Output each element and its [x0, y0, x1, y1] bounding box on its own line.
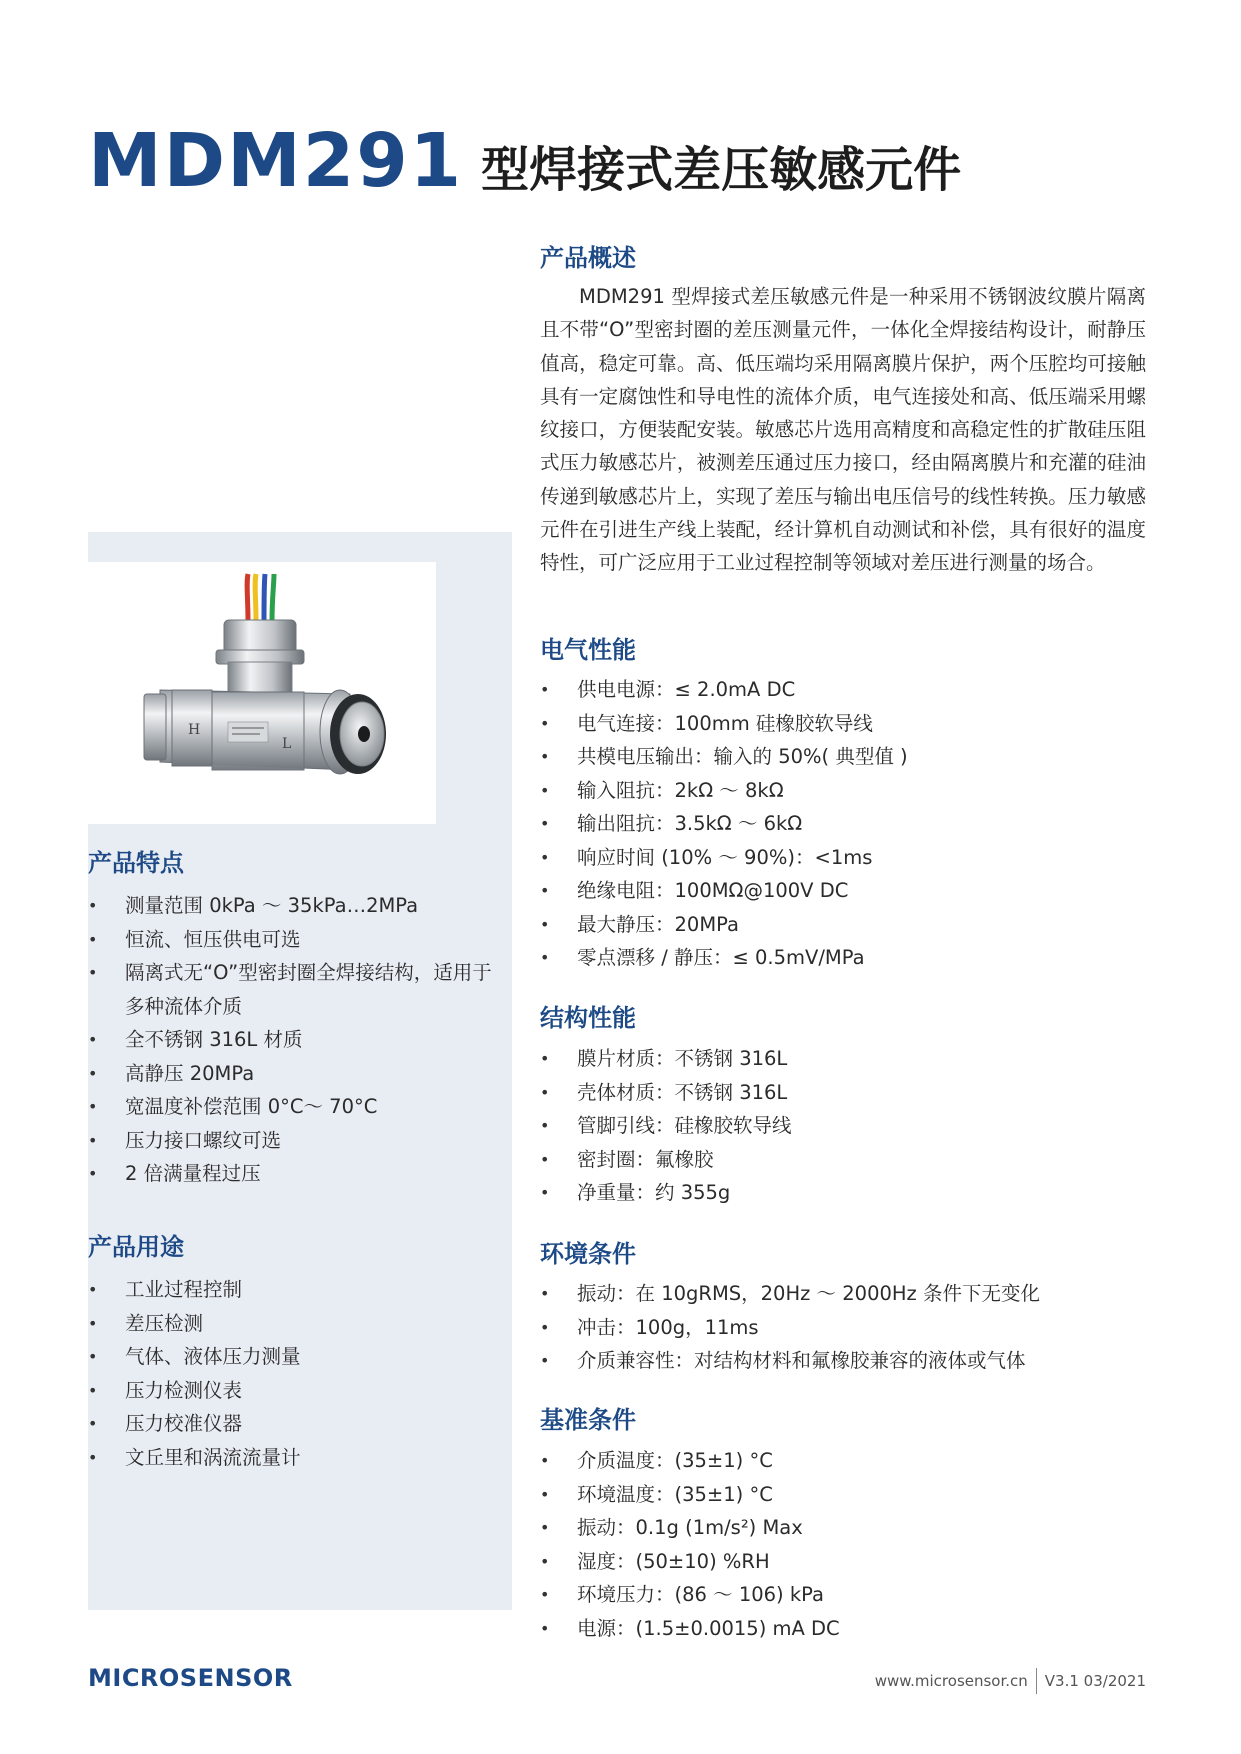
environment-item: • 冲击：100g，11ms — [540, 1311, 1146, 1345]
structure-item: • 密封圈：氟橡胶 — [540, 1143, 1146, 1177]
features-item: • 高静压 20MPa — [88, 1057, 498, 1091]
features-list — [88, 889, 498, 1191]
reference-heading: 基准条件 — [540, 1406, 636, 1434]
reference-list — [540, 1444, 1146, 1645]
electrical-item: • 电气连接：100mm 硅橡胶软导线 — [540, 707, 1146, 741]
overview-paragraph: MDM291 型焊接式差压敏感元件是一种采用不锈钢波纹膜片隔离且不带“O”型密封圈的差压测量元件，一体化全焊接结构设计，耐静压值高，稳定可靠。高、低压端均采用隔离膜片保护，两个压腔均可接触具有一定腐蚀性和导电性的流体介质，电气连接处和高、低压端采用螺纹接口，方便装配安装。敏感芯片选用高精度和高稳定性的扩散硅压阻式压力敏感芯片，被测差压通过压力接口，经由隔离膜片和充灌的硅油传递到敏感芯片上，实现了差压与输出电压信号的线性转换。压力敏感元件在引进生产线上装配，经计算机自动测试和补偿，具有很好的温度特性，可广泛应用于工业过程控制等领域对差压进行测量的场合。 — [540, 285, 1146, 575]
electrical-item: • 零点漂移 / 静压：≤ 0.5mV/MPa — [540, 941, 1146, 975]
applications-list — [88, 1273, 498, 1474]
footer-info — [875, 1668, 1146, 1694]
environment-item: • 振动：在 10gRMS，20Hz ～ 2000Hz 条件下无变化 — [540, 1277, 1146, 1311]
reference-item: • 振动：0.1g (1m/s²) Max — [540, 1511, 1146, 1545]
reference-item: • 环境温度：(35±1) °C — [540, 1478, 1146, 1512]
features-item: • 隔离式无“O”型密封圈全焊接结构，适用于多种流体介质 — [88, 956, 498, 1023]
features-item: • 测量范围 0kPa ～ 35kPa…2MPa — [88, 889, 498, 923]
applications-heading: 产品用途 — [88, 1233, 184, 1261]
features-item: • 恒流、恒压供电可选 — [88, 923, 498, 957]
environment-list — [540, 1277, 1146, 1378]
electrical-item: • 输出阻抗：3.5kΩ ～ 6kΩ — [540, 807, 1146, 841]
sensor-body — [144, 690, 350, 770]
applications-item: • 压力检测仪表 — [88, 1374, 498, 1408]
footer-divider — [1036, 1668, 1037, 1694]
overview-heading: 产品概述 — [540, 244, 636, 272]
applications-item: • 文丘里和涡流流量计 — [88, 1441, 498, 1475]
product-photo — [88, 562, 436, 824]
features-item: • 2 倍满量程过压 — [88, 1157, 498, 1191]
structure-item: • 净重量：约 355g — [540, 1176, 1146, 1210]
product-name: 型焊接式差压敏感元件 — [481, 142, 962, 198]
reference-item: • 电源：(1.5±0.0015) mA DC — [540, 1612, 1146, 1646]
electrical-item: • 响应时间 (10% ～ 90%)：<1ms — [540, 841, 1146, 875]
model-number: MDM291 — [88, 118, 464, 204]
top-fitting — [216, 620, 304, 692]
applications-item: • 工业过程控制 — [88, 1273, 498, 1307]
applications-item: • 气体、液体压力测量 — [88, 1340, 498, 1374]
environment-item: • 介质兼容性：对结构材料和氟橡胶兼容的液体或气体 — [540, 1344, 1146, 1378]
environment-heading: 环境条件 — [540, 1240, 636, 1268]
features-item: • 压力接口螺纹可选 — [88, 1124, 498, 1158]
brand-logo: MICROSENSOR — [88, 1664, 293, 1692]
electrical-list — [540, 673, 1146, 975]
structure-list — [540, 1042, 1146, 1210]
applications-item: • 差压检测 — [88, 1307, 498, 1341]
reference-item: • 介质温度：(35±1) °C — [540, 1444, 1146, 1478]
electrical-item: • 绝缘电阻：100MΩ@100V DC — [540, 874, 1146, 908]
electrical-item: • 最大静压：20MPa — [540, 908, 1146, 942]
electrical-item: • 供电电源：≤ 2.0mA DC — [540, 673, 1146, 707]
high-port-label: H — [188, 722, 201, 738]
features-item: • 宽温度补偿范围 0°C～ 70°C — [88, 1090, 498, 1124]
features-item: • 全不锈钢 316L 材质 — [88, 1023, 498, 1057]
reference-item: • 环境压力：(86 ～ 106) kPa — [540, 1578, 1146, 1612]
structure-heading: 结构性能 — [540, 1004, 636, 1032]
electrical-item: • 共模电压输出：输入的 50%( 典型值 ) — [540, 740, 1146, 774]
page-title — [88, 118, 961, 208]
applications-item: • 压力校准仪器 — [88, 1407, 498, 1441]
features-heading: 产品特点 — [88, 849, 184, 877]
structure-item: • 膜片材质：不锈钢 316L — [540, 1042, 1146, 1076]
structure-item: • 壳体材质：不锈钢 316L — [540, 1076, 1146, 1110]
version-label: V3.1 03/2021 — [1044, 1672, 1146, 1690]
low-pressure-port — [320, 690, 386, 774]
sensor-illustration — [88, 562, 436, 824]
reference-item: • 湿度：(50±10) %RH — [540, 1545, 1146, 1579]
structure-item: • 管脚引线：硅橡胶软导线 — [540, 1109, 1146, 1143]
low-port-label: L — [282, 736, 292, 752]
electrical-item: • 输入阻抗：2kΩ ～ 8kΩ — [540, 774, 1146, 808]
lead-wires — [247, 574, 274, 622]
electrical-heading: 电气性能 — [540, 636, 636, 664]
website-link[interactable]: www.microsensor.cn — [874, 1672, 1028, 1690]
